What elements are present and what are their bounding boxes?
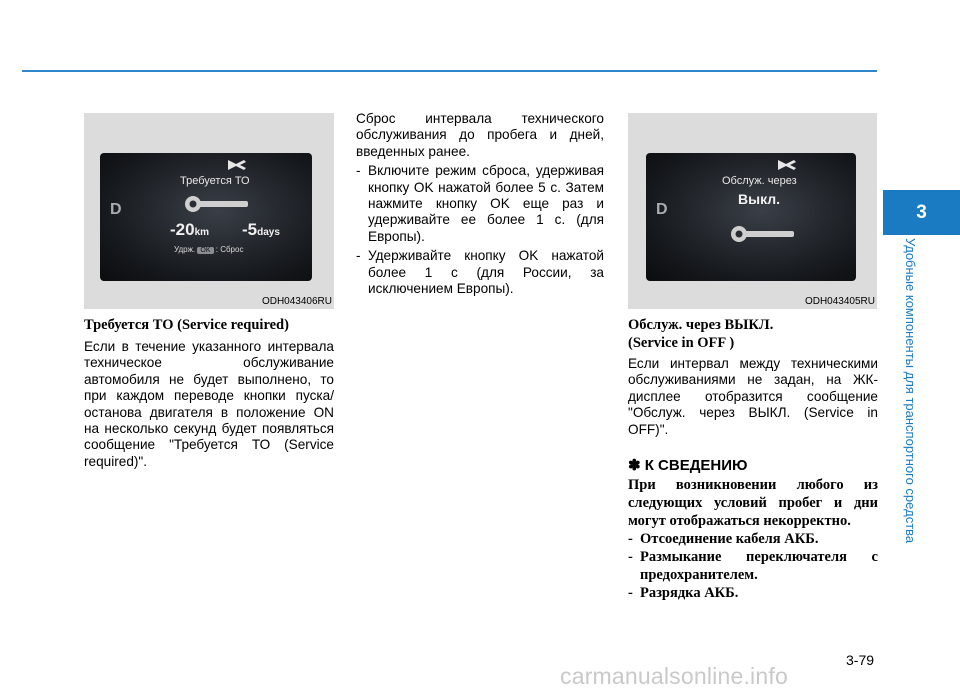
figure-code: ODH043405RU bbox=[804, 296, 875, 307]
page-number: 3-79 bbox=[846, 652, 875, 668]
middle-text-column bbox=[356, 111, 604, 297]
cluster-display bbox=[100, 153, 312, 281]
hint-suffix: : Сброс bbox=[215, 245, 244, 254]
days-unit: days bbox=[257, 227, 280, 238]
section-heading: Требуется ТО (Service required) bbox=[84, 317, 289, 333]
left-text-column bbox=[84, 316, 334, 470]
wrench-icon bbox=[730, 223, 800, 245]
list-item-text: Размыкание переключателя с предохранителем. bbox=[640, 549, 878, 584]
list-item: - Удерживайте кнопку OK нажатой более 1 с (для России, за исключением Европы). bbox=[356, 248, 604, 297]
reset-hint bbox=[174, 245, 243, 254]
wrench-icon bbox=[226, 157, 248, 171]
reset-steps-list bbox=[356, 163, 604, 297]
list-item-text: Удерживайте кнопку OK нажатой более 1 с (для России, за исключением Европы). bbox=[368, 248, 604, 297]
distance-value: -20 bbox=[170, 220, 195, 239]
service-message-line2: Выкл. bbox=[738, 191, 781, 207]
section-subheading: (Service in OFF ) bbox=[628, 335, 735, 351]
gear-indicator: D bbox=[656, 201, 668, 218]
intro-paragraph: Сброс интервала технического обслуживания до пробега и дней, введенных ранее. bbox=[356, 111, 604, 159]
notice-title: ✽ К СВЕДЕНИЮ bbox=[628, 457, 748, 475]
wrench-icon bbox=[776, 157, 798, 171]
distance-readout bbox=[170, 220, 209, 240]
chapter-side-title: Удобные компоненты для транспортного средства bbox=[903, 238, 918, 544]
right-text-column bbox=[628, 316, 878, 602]
body-paragraph: Если интервал между техническими обслуживаниями не задан, на ЖК-дисплее отобразится сообщение "Обслуж. через ВЫКЛ. (Service in OFF)". bbox=[628, 356, 878, 437]
distance-unit: km bbox=[194, 227, 210, 238]
body-paragraph: Если в течение указанного интервала техническое обслуживание автомобиля не будет выполнено, то при каждом переводе кнопки пуска/останова двигателя в положение ON на несколько секунд будет появляться сообщение "Требуется ТО (Service required)". bbox=[84, 339, 334, 469]
chapter-number: 3 bbox=[916, 201, 927, 223]
cluster-display bbox=[646, 153, 856, 281]
section-heading: Обслуж. через ВЫКЛ. bbox=[628, 317, 774, 333]
notice-list bbox=[628, 530, 878, 602]
days-value: -5 bbox=[242, 220, 258, 239]
top-rule bbox=[22, 70, 877, 72]
figure-code: ODH043406RU bbox=[261, 296, 332, 307]
list-item: - Включите режим сброса, удерживая кнопку OK нажатой более 5 с. Затем нажмите кнопку OK еще раз и удерживайте ее более 1 с. (для Европы). bbox=[356, 163, 604, 244]
list-item-text: Разрядка АКБ. bbox=[640, 585, 739, 602]
gear-indicator: D bbox=[110, 201, 122, 218]
list-item: - Отсоединение кабеля АКБ. bbox=[628, 531, 819, 548]
service-message-line1: Обслуж. через bbox=[722, 175, 797, 187]
watermark: carmanualsonline.info bbox=[560, 663, 788, 689]
figure-service-off bbox=[628, 113, 877, 309]
list-item-text: Включите режим сброса, удерживая кнопку OK нажатой более 5 с. Затем нажмите кнопку OK еще раз и удерживайте ее более 1 с. (для Европы). bbox=[368, 163, 604, 244]
days-readout bbox=[242, 220, 280, 240]
list-item: - Размыкание переключателя с предохранителем. bbox=[628, 549, 878, 584]
list-item: - Разрядка АКБ. bbox=[628, 585, 739, 602]
hint-prefix: Удрж. bbox=[174, 245, 196, 254]
wrench-icon bbox=[184, 193, 254, 215]
chapter-tab bbox=[883, 190, 960, 235]
ok-button-glyph: OK bbox=[197, 247, 213, 254]
service-message: Требуется ТО bbox=[180, 175, 250, 187]
list-item-text: Отсоединение кабеля АКБ. bbox=[640, 531, 819, 548]
notice-intro: При возникновении любого из следующих условий пробег и дни могут отображаться некорректно. bbox=[628, 477, 878, 530]
figure-service-required bbox=[84, 113, 334, 309]
